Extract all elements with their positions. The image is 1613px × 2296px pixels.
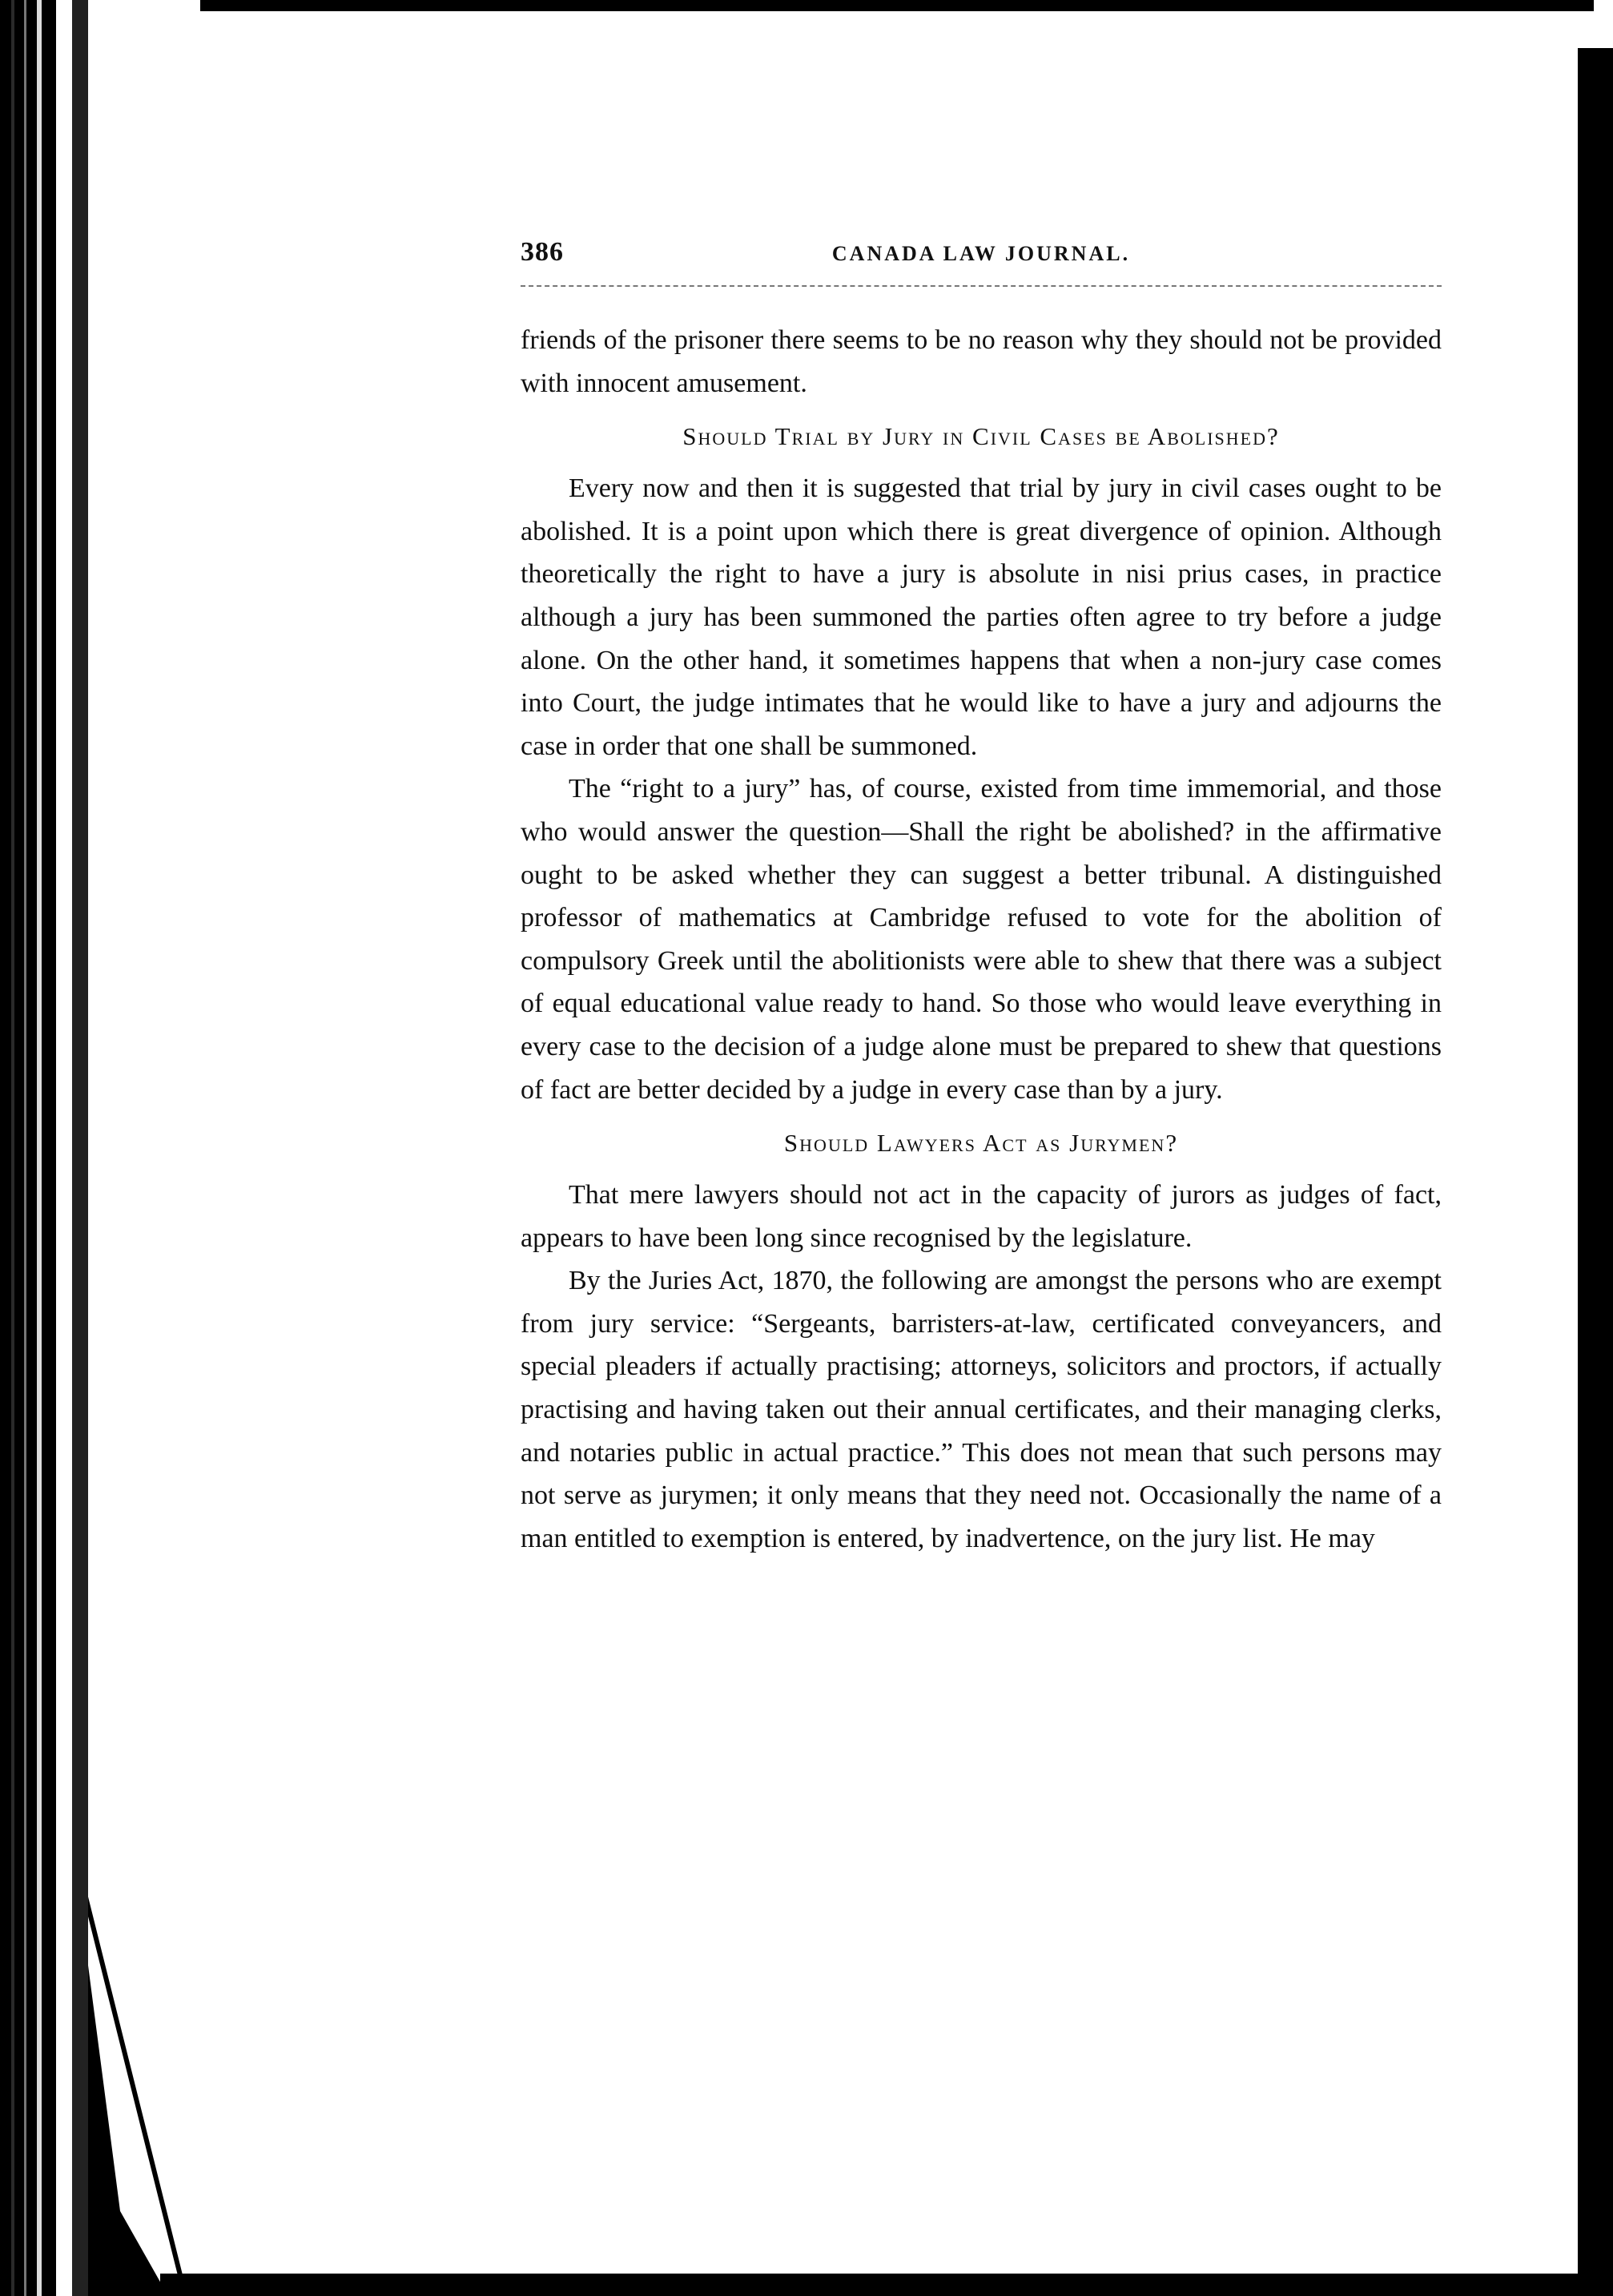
scan-right-border	[1578, 48, 1613, 2296]
page-header	[521, 232, 1442, 280]
body-paragraph: Every now and then it is suggested that trial by jury in civil cases ought to be abolished. It is a point upon which there is great divergence of opinion. Although theoretically the right to have a jury is absolute in nisi prius cases, in practice although a jury has been summoned the parties often agree to try before a judge alone. On the other hand, it sometimes happens that when a non-jury case comes into Court, the judge intimates that he would like to have a jury and adjourns the case in order that one shall be summoned.	[521, 473, 1442, 761]
section-heading: Should Trial by Jury in Civil Cases be Abolished?	[682, 422, 1280, 451]
page-number: 386	[521, 237, 564, 267]
continuation-paragraph: friends of the prisoner there seems to be no reason why they should not be provided with innocent amusement.	[521, 325, 1442, 398]
scan-bottom-border	[160, 2274, 1594, 2296]
section-trial-by-jury	[521, 422, 1442, 1111]
section-heading: Should Lawyers Act as Jurymen?	[783, 1129, 1179, 1158]
running-title: CANADA LAW JOURNAL.	[831, 242, 1131, 265]
body-paragraph: That mere lawyers should not act in the capacity of jurors as judges of fact, appears to have been long since recognised by the legislature.	[521, 1180, 1442, 1253]
scan-page-curl	[72, 0, 200, 2296]
section-lawyers-as-jurymen	[521, 1129, 1442, 1560]
scan-binding-edge	[0, 0, 72, 2296]
scan-top-border	[200, 0, 1594, 11]
body-paragraph: By the Juries Act, 1870, the following are amongst the persons who are exempt from jury service: “Sergeants, barristers-at-law, certificated conveyancers, and special pleaders if actually practising; attorneys, solicitors and proctors, if actually practising and having taken out their annual certificates, and their managing clerks, and notaries public in actual practice.” This does not mean that such persons may not serve as jurymen; it only means that they need not. Occasionally the name of a man entitled to exemption is entered, by inadvertence, on the jury list. He may	[521, 1266, 1442, 1553]
header-rule	[521, 285, 1442, 287]
body-paragraph: The “right to a jury” has, of course, existed from time immemorial, and those who would answer the question—Shall the right be abolished? in the affirmative ought to be asked whether they can suggest a better tribunal. A distinguished professor of mathematics at Cambridge refused to vote for the abolition of compulsory Greek until the abolitionists were able to shew that there was a subject of equal educational value ready to hand. So those who would leave everything in every case to the decision of a judge alone must be prepared to shew that questions of fact are better decided by a judge in every case than by a jury.	[521, 774, 1442, 1105]
journal-page	[521, 232, 1442, 1560]
